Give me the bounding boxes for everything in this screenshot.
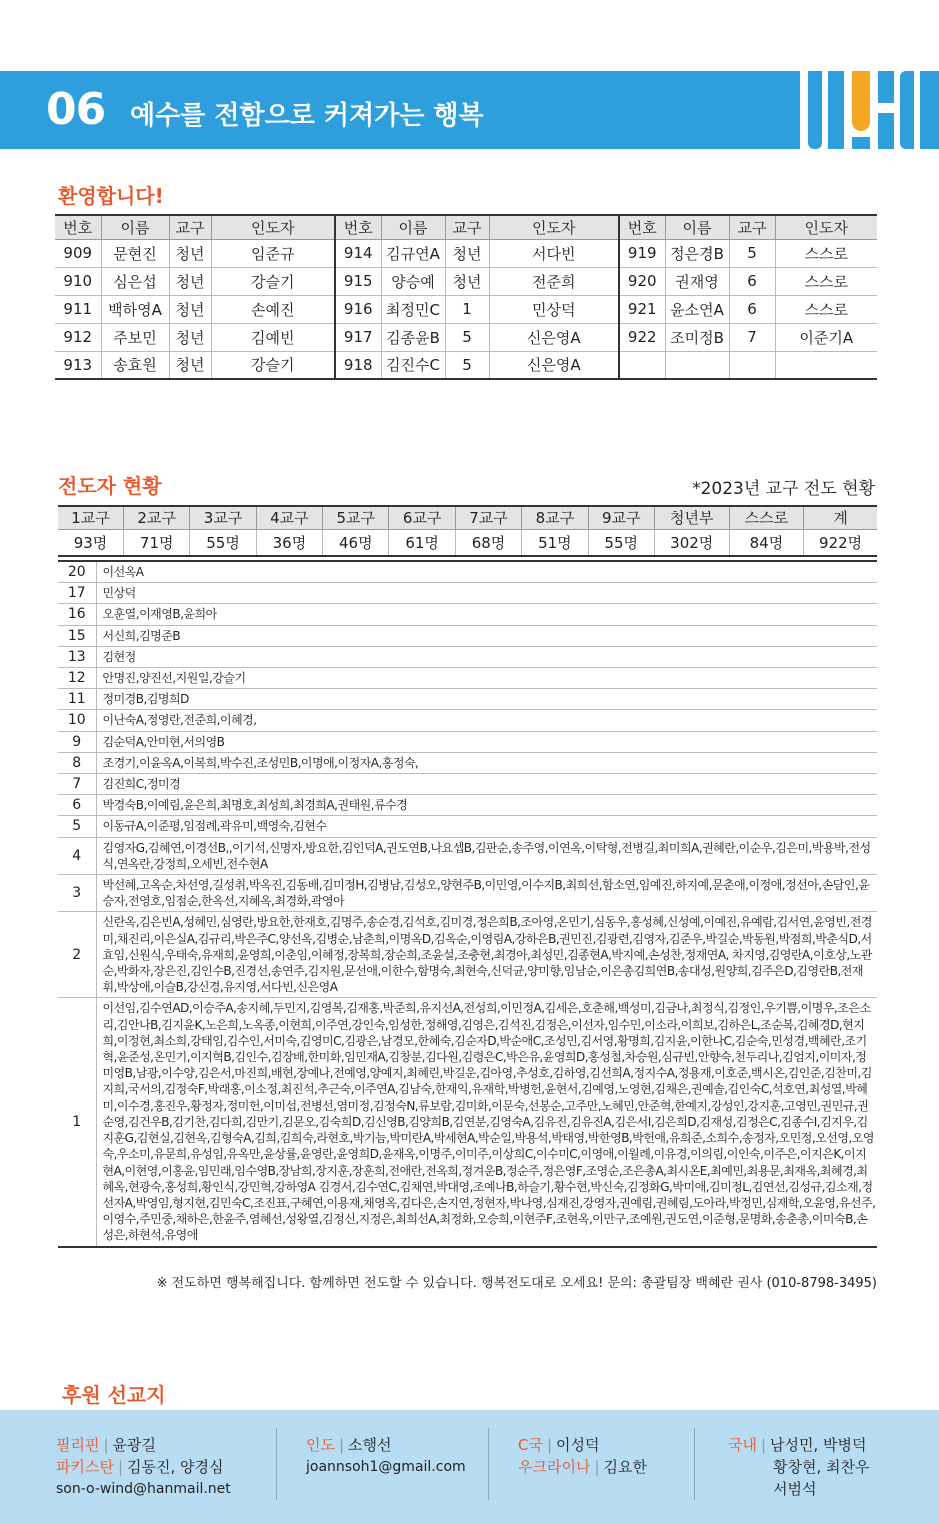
table-cell: 강슬기 (211, 351, 335, 379)
list-row (58, 816, 877, 837)
table-cell: 6 (729, 267, 775, 295)
table-cell (665, 351, 729, 379)
stat-header: 계 (804, 506, 877, 529)
missionary-names: 남성민, 박병덕 (770, 1436, 867, 1454)
evangelist-names: 이난숙A,정영란,전준희,이혜경, (96, 710, 877, 731)
stat-header: 6교구 (389, 506, 455, 529)
table-cell: 백하영A (101, 295, 169, 323)
evangelism-count: 1 (58, 998, 96, 1247)
list-row (58, 795, 877, 816)
country-label: 파키스탄 (56, 1458, 114, 1476)
col-header: 교구 (729, 215, 775, 239)
evangelists-title: 전도자 현황 (58, 474, 162, 498)
missionary-names: 김동진, 양경심 (127, 1458, 224, 1476)
stat-header: 8교구 (522, 506, 588, 529)
table-cell: 914 (335, 239, 381, 267)
stat-value: 51명 (522, 529, 588, 556)
mission-entry: 국내 | 남성민, 박병덕 (728, 1436, 867, 1454)
list-row (58, 646, 877, 667)
table-row (55, 323, 877, 351)
table-row (55, 267, 877, 295)
table-cell: 주보민 (101, 323, 169, 351)
list-row (58, 625, 877, 646)
evangelism-count: 8 (58, 752, 96, 773)
mission-entry: 필리핀 | 윤광길 (56, 1436, 157, 1454)
stat-header: 5교구 (323, 506, 389, 529)
table-cell: 916 (335, 295, 381, 323)
evangelism-count: 7 (58, 774, 96, 795)
table-cell: 김종윤B (381, 323, 445, 351)
page-title: 예수를 전함으로 커져가는 행복 (130, 101, 484, 131)
table-cell: 921 (619, 295, 665, 323)
table-cell: 915 (335, 267, 381, 295)
col-header: 이름 (101, 215, 169, 239)
mission-entry: 파키스탄 | 김동진, 양경심 (56, 1458, 224, 1476)
column-divider (694, 1428, 695, 1500)
table-cell: 청년 (169, 295, 211, 323)
list-row (58, 604, 877, 625)
stat-value: 55명 (190, 529, 256, 556)
evangelist-names: 박선혜,고옥순,차선영,길성취,박옥진,김동배,김미정H,김병남,김성오,양현주B,이민영,이수지B,최희선,함소연,임예진,하지예,문춘애,이정애,정선아,손담인,윤승자,전영호,임점순,한옥선,지혜옥,최경화,곽영아 (96, 875, 877, 912)
list-row (58, 668, 877, 689)
column-divider (276, 1428, 277, 1500)
stats-header-row (58, 506, 877, 529)
table-cell: 민상덕 (489, 295, 619, 323)
table-cell: 신은영A (489, 351, 619, 379)
stat-header: 7교구 (455, 506, 521, 529)
table-cell: 문현진 (101, 239, 169, 267)
table-cell: 양승예 (381, 267, 445, 295)
stat-value: 61명 (389, 529, 455, 556)
mission-entry: 인도 | 소행선 (306, 1436, 392, 1454)
stat-header: 1교구 (58, 506, 124, 529)
table-cell: 김진수C (381, 351, 445, 379)
evangelism-count: 6 (58, 795, 96, 816)
evangelist-names: 이선임,김수연AD,이승주A,송지혜,두민지,김영복,김재홍,박준희,유지선A,전성희,이민정A,김세은,호춘해,백성미,김금나,최정식,김정인,우기쁨,이명우,조은소리,김안나B,김지윤K,노은희,노옥종,이현희,이주연,강인숙,임성한,정해영,김영은,김석진,김정은,이선자,임수민,이소라,이희보,김하은L,조순복,김혜경D,현지희,이정현,최소희,강태임,김수인,서미숙,김영미C,김광은,남경모,한혜숙,김순자D,박순애C,조성민,김서영,황명희,김지윤,이한나C,김순숙,민성경,백혜란,조기혁,윤준성,온민기,이지혁B,김인수,김장배,한미화,임민재A,김창분,김다원,김령은C,박은유,윤영희D,홍성철,차승원,심규빈,안향숙,천두리나,김엄지,이미자,정미영B,남광,이수양,김은서,마진희,배현,장예나,전예영,양예지,최혜린,박길운,김아영,추성호,김하영,김선희A,정지수A,정용재,이호준,백시온,김인준,김찬미,김지희,국서의,김정숙F,박래홍,이소정,최진석,추근숙,이주연A,김남숙,한재익,유재학,박병헌,윤현서,김예영,노영현,김채은,권예솔,김인숙C,석호연,최성열,박혜미,이수경,홍진우,황정자,정미헌,이미섭,전병선,염미정,김정숙N,류보람,김미화,이문숙,선봉순,고주만,노혜민,안준혁,한예지,강성인,강지훈,고영민,권민규,권순영,김건우B,김기찬,김다희,김만기,김문오,김숙희D,김신영B,김양희B,김연분,김영숙A,김유진,김유진A,김은서I,김은희D,김재성,김정은C,김종수I,김지우,김지훈G,김현실,김현옥,김형숙A,김희,김희숙,라현호,박기늠,박미란A,박세현A,박순일,박용석,박태영,박한영B,박헌애,유희준,소희수,송정자,오민정,오선영,오영숙,우소미,유문희,유성임,유옥만,윤상률,윤영란,윤영희D,윤재옥,이명주,이미주,이상희C,이수미C,이영애,이월례,이유경,이의림,이인숙,이주은,이지은K,이지현A,이현영,이홍윤,임민래,임수영B,장남희,장지훈,장훈희,전애란,전옥희,정겨운B,정순주,정은영F,조영순,조은총A,최시온E,최예민,최용문,최재옥,최혜경,최혜옥,현광숙,홍성희,황인식,강민혁,강하영A 김경서,김수연C,김채연,박대영,조예나B,하슬기,황수현,박신숙,김정화G,박미애,김미정L,김연선,김성규,김소재,정선자A,박영임,형지현,김민숙C,조진표,구혜연,이용재,채영옥,김다은,손지연,정현자,박나영,심재진,강영자,권예림,권혜림,도아라,박정민,심재학,오윤영,유선주,이영수,주민중,채하은,한윤주,염혜선,성왕열,김정신,지정은,최희선A,최정화,오승희,이현주F,조현옥,이만구,조예원,권도연,이준형,문명화,송춘총,이미숙B,손성은,하현석,유영애 (96, 998, 877, 1247)
column-divider (488, 1428, 489, 1500)
evangelism-count: 2 (58, 912, 96, 998)
list-row (58, 561, 877, 583)
table-cell (619, 351, 665, 379)
stat-value: 71명 (124, 529, 190, 556)
evangelism-count: 3 (58, 875, 96, 912)
table-cell: 910 (55, 267, 101, 295)
email-text: joannsoh1@gmail.com (306, 1459, 466, 1475)
evangelist-names: 정미경B,김명희D (96, 689, 877, 710)
col-header: 인도자 (775, 215, 877, 239)
evangelist-names: 서신희,김명준B (96, 625, 877, 646)
table-cell: 송효원 (101, 351, 169, 379)
list-row (58, 998, 877, 1247)
evangelist-names: 민상덕 (96, 583, 877, 604)
list-row (58, 774, 877, 795)
evangelist-names: 김순덕A,안미현,서의영B (96, 731, 877, 752)
table-cell: 6 (729, 295, 775, 323)
table-cell: 손예진 (211, 295, 335, 323)
stats-note: *2023년 교구 전도 현황 (692, 479, 875, 499)
table-cell: 권재영 (665, 267, 729, 295)
table-cell: 청년 (445, 267, 489, 295)
stat-header: 청년부 (654, 506, 729, 529)
welcome-table (55, 214, 877, 380)
stat-value: 922명 (804, 529, 877, 556)
evangelism-count: 17 (58, 583, 96, 604)
evangelist-names: 이선옥A (96, 561, 877, 583)
country-label: 우크라이나 (518, 1458, 591, 1476)
stat-header: 3교구 (190, 506, 256, 529)
table-cell: 심은섭 (101, 267, 169, 295)
evangelism-count: 10 (58, 710, 96, 731)
section-number: 06 (46, 84, 106, 135)
evangelist-names: 신란옥,김은빈A,성혜민,심영란,방요한,한재호,김명주,송순경,김석호,김미경,정은희B,조아영,온민기,심동우,홍성혜,신성예,이예진,유예람,김서연,윤영빈,전경미,채진리,이은실A,김규리,박은주C,양선옥,김병순,남춘희,이명옥D,김옥순,이영림A,강하은B,권민진,김광련,김영자,김준우,박길순,박동원,박점희,박춘식D,서효임,신원식,우태숙,유재희,윤영희,이춘임,이혜정,장복희,장순희,조윤설,조충현,최경아,최성민,김종현A,박지예,손성찬,정재연A, 차지영,김영란A,이호상,노관순,박화자,장은진,김인수B,진경선,송연주,김지원,문선애,이한수,함명숙,최현숙,신덕균,양미향,임남순,이은총김희연B,송대성,원양희,김주은D,김영란B,전재휘,박상애,이슬B,강신경,유지영,서다빈,신은영A (96, 912, 877, 998)
evangelism-count: 12 (58, 668, 96, 689)
table-cell: 윤소연A (665, 295, 729, 323)
welcome-header-row (55, 215, 877, 239)
stat-header: 스스로 (729, 506, 804, 529)
col-header: 인도자 (211, 215, 335, 239)
table-cell: 스스로 (775, 239, 877, 267)
table-cell: 최정민C (381, 295, 445, 323)
table-cell: 7 (729, 323, 775, 351)
evangelist-names: 오훈열,이재영B,윤희아 (96, 604, 877, 625)
evangelism-count: 9 (58, 731, 96, 752)
list-row (58, 731, 877, 752)
evangelism-count: 13 (58, 646, 96, 667)
stat-header: 4교구 (256, 506, 322, 529)
table-cell: 913 (55, 351, 101, 379)
table-cell: 임준규 (211, 239, 335, 267)
list-row (58, 875, 877, 912)
mission-entry: 우크라이나 | 김요한 (518, 1458, 647, 1476)
table-cell: 5 (729, 239, 775, 267)
table-cell: 917 (335, 323, 381, 351)
support-col-1 (56, 1434, 231, 1500)
table-cell: 922 (619, 323, 665, 351)
table-cell: 909 (55, 239, 101, 267)
stat-value: 84명 (729, 529, 804, 556)
table-row (55, 239, 877, 267)
country-label: 필리핀 (56, 1436, 100, 1454)
evangelist-names: 조경기,이윤옥A,이복희,박수진,조성민B,이명애,이정자A,홍정숙, (96, 752, 877, 773)
stat-value: 46명 (323, 529, 389, 556)
table-cell: 5 (445, 351, 489, 379)
evangelism-count: 4 (58, 837, 96, 874)
country-label: 인도 (306, 1436, 335, 1454)
parish-stats-table (58, 505, 877, 557)
table-cell: 강슬기 (211, 267, 335, 295)
missionary-names: 소행선 (348, 1436, 392, 1454)
stat-value: 302명 (654, 529, 729, 556)
col-header: 이름 (381, 215, 445, 239)
table-cell: 청년 (169, 323, 211, 351)
support-col-4 (728, 1434, 869, 1500)
table-cell: 919 (619, 239, 665, 267)
col-header: 번호 (619, 215, 665, 239)
evangelism-count: 5 (58, 816, 96, 837)
col-header: 교구 (445, 215, 489, 239)
missionary-names: 황창현, 최찬우 (773, 1458, 870, 1476)
evangelist-list (58, 560, 877, 1248)
church-logo-icon (800, 71, 939, 149)
table-cell: 청년 (445, 239, 489, 267)
table-cell: 911 (55, 295, 101, 323)
evangelist-names: 김현정 (96, 646, 877, 667)
table-cell: 전준희 (489, 267, 619, 295)
col-header: 번호 (335, 215, 381, 239)
table-cell: 정은경B (665, 239, 729, 267)
table-cell: 신은영A (489, 323, 619, 351)
mission-entry: C국 | 이성덕 (518, 1436, 600, 1454)
support-title: 후원 선교지 (62, 1383, 166, 1407)
missionary-names: 서범석 (773, 1480, 817, 1498)
support-col-3 (518, 1434, 647, 1478)
table-cell: 920 (619, 267, 665, 295)
table-cell: 청년 (169, 267, 211, 295)
table-cell: 1 (445, 295, 489, 323)
evangelist-names: 박경숙B,이예림,윤은희,최명호,최성희,최경희A,권태원,류수경 (96, 795, 877, 816)
evangelism-count: 11 (58, 689, 96, 710)
table-cell: 912 (55, 323, 101, 351)
table-cell: 청년 (169, 239, 211, 267)
stat-value: 55명 (588, 529, 654, 556)
evangelist-names: 김영자G,김혜연,이경선B,,이기석,신명자,방요한,김인덕A,권도연B,나요셉B,김판순,송주영,이연옥,이탁형,전병길,최미희A,권혜란,이순우,김은미,박용박,전성식,연옥란,강정희,오세빈,전수현A (96, 837, 877, 874)
country-label: C국 (518, 1436, 543, 1454)
evangelist-names: 안명진,양진선,지원일,강슬기 (96, 668, 877, 689)
list-row (58, 912, 877, 998)
table-cell: 김예빈 (211, 323, 335, 351)
col-header: 번호 (55, 215, 101, 239)
list-row (58, 689, 877, 710)
list-row (58, 583, 877, 604)
table-row (55, 351, 877, 379)
stats-value-row (58, 529, 877, 556)
table-cell (729, 351, 775, 379)
contact-note: ※ 전도하면 행복해집니다. 함께하면 전도할 수 있습니다. 행복전도대로 오세요! 문의: 총괄팀장 백혜란 권사 (010-8798-3495) (156, 1276, 877, 1291)
country-label: 국내 (728, 1436, 757, 1454)
stat-header: 9교구 (588, 506, 654, 529)
evangelism-count: 15 (58, 625, 96, 646)
col-header: 이름 (665, 215, 729, 239)
table-cell: 스스로 (775, 267, 877, 295)
evangelist-names: 김진희C,정미경 (96, 774, 877, 795)
evangelism-count: 16 (58, 604, 96, 625)
stat-value: 68명 (455, 529, 521, 556)
table-row (55, 295, 877, 323)
stat-value: 36명 (256, 529, 322, 556)
stat-value: 93명 (58, 529, 124, 556)
evangelist-names: 이동규A,이준평,임점례,곽유미,백영숙,김현수 (96, 816, 877, 837)
support-col-2 (306, 1434, 466, 1478)
col-header: 교구 (169, 215, 211, 239)
list-row (58, 837, 877, 874)
col-header: 인도자 (489, 215, 619, 239)
welcome-title: 환영합니다! (58, 184, 164, 208)
table-cell: 조미정B (665, 323, 729, 351)
missionary-names: 이성덕 (556, 1436, 600, 1454)
table-cell: 스스로 (775, 295, 877, 323)
evangelism-count: 20 (58, 561, 96, 583)
missionary-names: 윤광길 (112, 1436, 157, 1454)
table-cell: 김규연A (381, 239, 445, 267)
table-cell: 이준기A (775, 323, 877, 351)
email-text: son-o-wind@hanmail.net (56, 1481, 231, 1497)
stat-header: 2교구 (124, 506, 190, 529)
table-cell: 5 (445, 323, 489, 351)
table-cell: 서다빈 (489, 239, 619, 267)
missionary-names: 김요한 (603, 1458, 647, 1476)
table-cell: 918 (335, 351, 381, 379)
table-cell (775, 351, 877, 379)
list-row (58, 752, 877, 773)
table-cell: 청년 (169, 351, 211, 379)
list-row (58, 710, 877, 731)
